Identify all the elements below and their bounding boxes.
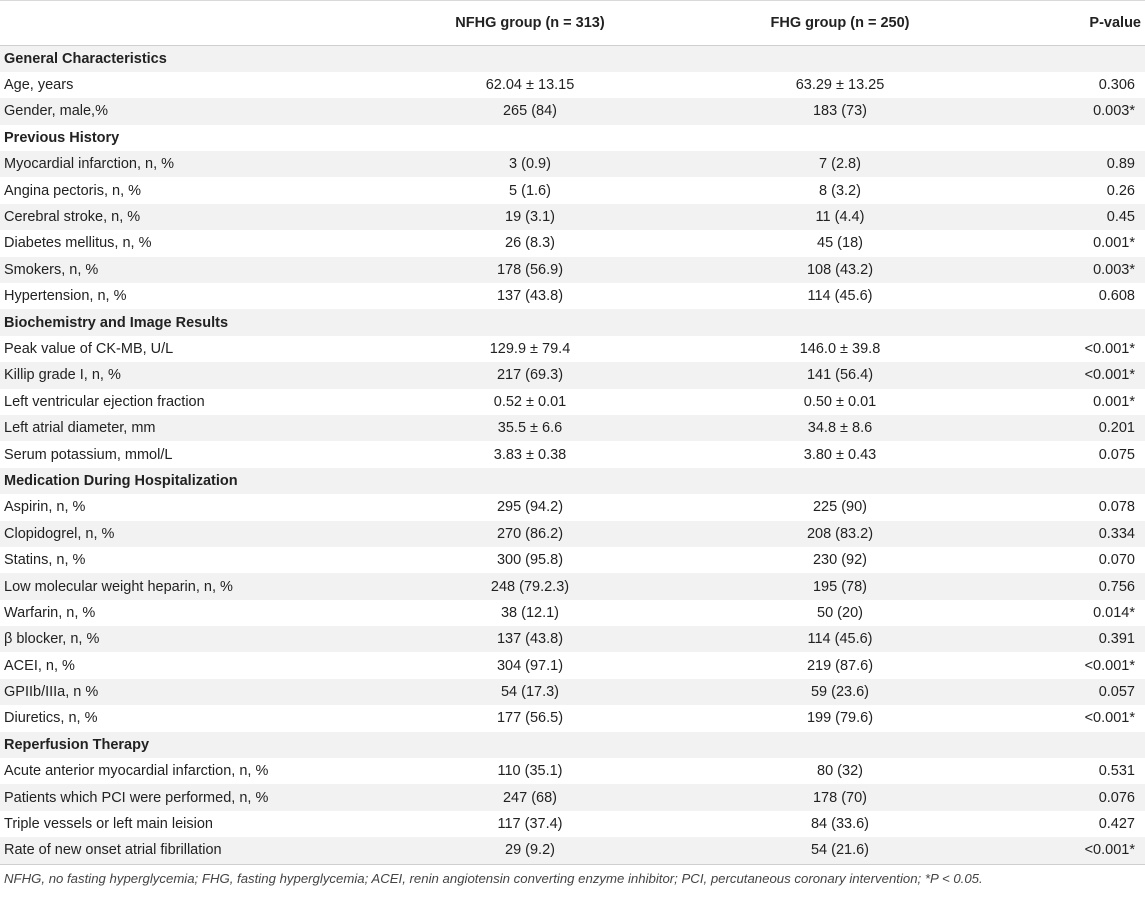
nfhg-value: 177 (56.5) <box>375 705 685 731</box>
table-row <box>0 784 1145 810</box>
nfhg-value: 304 (97.1) <box>375 652 685 678</box>
row-label: β blocker, n, % <box>0 626 375 652</box>
fhg-value <box>685 468 995 494</box>
row-label: Statins, n, % <box>0 547 375 573</box>
section-title: General Characteristics <box>0 46 375 72</box>
p-value: 0.306 <box>995 72 1145 98</box>
fhg-value: 45 (18) <box>685 230 995 256</box>
section-header-row <box>0 125 1145 151</box>
fhg-value: 225 (90) <box>685 494 995 520</box>
fhg-value: 7 (2.8) <box>685 151 995 177</box>
table-row <box>0 98 1145 124</box>
p-value: <0.001* <box>995 705 1145 731</box>
nfhg-value: 300 (95.8) <box>375 547 685 573</box>
row-label: Peak value of CK-MB, U/L <box>0 336 375 362</box>
p-value: 0.427 <box>995 811 1145 837</box>
p-value <box>995 46 1145 72</box>
fhg-value: 11 (4.4) <box>685 204 995 230</box>
table-header <box>0 1 1145 46</box>
p-value: 0.001* <box>995 389 1145 415</box>
p-value: 0.003* <box>995 98 1145 124</box>
row-label: Triple vessels or left main leision <box>0 811 375 837</box>
row-label: Acute anterior myocardial infarction, n, % <box>0 758 375 784</box>
header-p-value: P-value <box>995 1 1145 46</box>
nfhg-value: 5 (1.6) <box>375 177 685 203</box>
row-label: Serum potassium, mmol/L <box>0 441 375 467</box>
fhg-value: 195 (78) <box>685 573 995 599</box>
p-value: 0.001* <box>995 230 1145 256</box>
nfhg-value: 62.04 ± 13.15 <box>375 72 685 98</box>
p-value: 0.531 <box>995 758 1145 784</box>
p-value: 0.45 <box>995 204 1145 230</box>
table-row <box>0 151 1145 177</box>
p-value <box>995 468 1145 494</box>
table-row <box>0 389 1145 415</box>
fhg-value <box>685 46 995 72</box>
row-label: Clopidogrel, n, % <box>0 521 375 547</box>
row-label: Cerebral stroke, n, % <box>0 204 375 230</box>
nfhg-value: 265 (84) <box>375 98 685 124</box>
section-header-row <box>0 468 1145 494</box>
row-label: Angina pectoris, n, % <box>0 177 375 203</box>
row-label: GPIIb/IIIa, n % <box>0 679 375 705</box>
p-value: 0.756 <box>995 573 1145 599</box>
table-row <box>0 811 1145 837</box>
p-value: 0.334 <box>995 521 1145 547</box>
fhg-value: 3.80 ± 0.43 <box>685 441 995 467</box>
table-row <box>0 177 1145 203</box>
p-value: 0.075 <box>995 441 1145 467</box>
nfhg-value: 0.52 ± 0.01 <box>375 389 685 415</box>
nfhg-value: 217 (69.3) <box>375 362 685 388</box>
nfhg-value: 137 (43.8) <box>375 626 685 652</box>
p-value: <0.001* <box>995 362 1145 388</box>
table-row <box>0 652 1145 678</box>
table-row <box>0 494 1145 520</box>
table-row <box>0 600 1145 626</box>
table-row <box>0 283 1145 309</box>
nfhg-value <box>375 125 685 151</box>
p-value: 0.391 <box>995 626 1145 652</box>
nfhg-value: 29 (9.2) <box>375 837 685 863</box>
table-row <box>0 758 1145 784</box>
nfhg-value: 248 (79.2.3) <box>375 573 685 599</box>
p-value: 0.057 <box>995 679 1145 705</box>
fhg-value <box>685 309 995 335</box>
p-value: 0.26 <box>995 177 1145 203</box>
table-row <box>0 415 1145 441</box>
fhg-value: 8 (3.2) <box>685 177 995 203</box>
fhg-value: 50 (20) <box>685 600 995 626</box>
header-nfhg-group: NFHG group (n = 313) <box>375 1 685 46</box>
row-label: Diabetes mellitus, n, % <box>0 230 375 256</box>
header-label <box>0 1 375 46</box>
section-header-row <box>0 46 1145 72</box>
table-row <box>0 257 1145 283</box>
fhg-value: 84 (33.6) <box>685 811 995 837</box>
p-value: <0.001* <box>995 652 1145 678</box>
row-label: Rate of new onset atrial fibrillation <box>0 837 375 863</box>
header-row <box>0 1 1145 46</box>
table-row <box>0 204 1145 230</box>
row-label: Myocardial infarction, n, % <box>0 151 375 177</box>
fhg-value: 178 (70) <box>685 784 995 810</box>
fhg-value: 219 (87.6) <box>685 652 995 678</box>
p-value <box>995 125 1145 151</box>
nfhg-value: 129.9 ± 79.4 <box>375 336 685 362</box>
nfhg-value <box>375 46 685 72</box>
row-label: Smokers, n, % <box>0 257 375 283</box>
fhg-value: 230 (92) <box>685 547 995 573</box>
table-footnote: NFHG, no fasting hyperglycemia; FHG, fasting hyperglycemia; ACEI, renin angiotensin converting enzyme inhibitor; PCI, percutaneous coronary intervention; *P < 0.05. <box>0 864 1145 894</box>
fhg-value: 54 (21.6) <box>685 837 995 863</box>
table-row <box>0 705 1145 731</box>
row-label: Left ventricular ejection fraction <box>0 389 375 415</box>
fhg-value: 63.29 ± 13.25 <box>685 72 995 98</box>
p-value: <0.001* <box>995 837 1145 863</box>
section-title: Reperfusion Therapy <box>0 732 375 758</box>
fhg-value: 59 (23.6) <box>685 679 995 705</box>
table-row <box>0 362 1145 388</box>
p-value <box>995 309 1145 335</box>
row-label: Hypertension, n, % <box>0 283 375 309</box>
nfhg-value <box>375 468 685 494</box>
row-label: Left atrial diameter, mm <box>0 415 375 441</box>
nfhg-value: 110 (35.1) <box>375 758 685 784</box>
p-value: 0.076 <box>995 784 1145 810</box>
fhg-value <box>685 125 995 151</box>
fhg-value: 146.0 ± 39.8 <box>685 336 995 362</box>
fhg-value: 114 (45.6) <box>685 626 995 652</box>
table-row <box>0 679 1145 705</box>
section-header-row <box>0 732 1145 758</box>
fhg-value: 0.50 ± 0.01 <box>685 389 995 415</box>
fhg-value: 80 (32) <box>685 758 995 784</box>
nfhg-value: 178 (56.9) <box>375 257 685 283</box>
p-value <box>995 732 1145 758</box>
row-label: Diuretics, n, % <box>0 705 375 731</box>
p-value: 0.89 <box>995 151 1145 177</box>
p-value: 0.070 <box>995 547 1145 573</box>
row-label: Gender, male,% <box>0 98 375 124</box>
fhg-value: 141 (56.4) <box>685 362 995 388</box>
row-label: Low molecular weight heparin, n, % <box>0 573 375 599</box>
row-label: Patients which PCI were performed, n, % <box>0 784 375 810</box>
p-value: 0.014* <box>995 600 1145 626</box>
fhg-value <box>685 732 995 758</box>
nfhg-value: 19 (3.1) <box>375 204 685 230</box>
nfhg-value: 54 (17.3) <box>375 679 685 705</box>
fhg-value: 114 (45.6) <box>685 283 995 309</box>
nfhg-value: 247 (68) <box>375 784 685 810</box>
table-body <box>0 46 1145 864</box>
nfhg-value: 3.83 ± 0.38 <box>375 441 685 467</box>
nfhg-value <box>375 309 685 335</box>
nfhg-value <box>375 732 685 758</box>
table-row <box>0 573 1145 599</box>
header-fhg-group: FHG group (n = 250) <box>685 1 995 46</box>
row-label: Warfarin, n, % <box>0 600 375 626</box>
p-value: <0.001* <box>995 336 1145 362</box>
row-label: Age, years <box>0 72 375 98</box>
table-row <box>0 626 1145 652</box>
nfhg-value: 38 (12.1) <box>375 600 685 626</box>
table-row <box>0 336 1145 362</box>
p-value: 0.608 <box>995 283 1145 309</box>
p-value: 0.003* <box>995 257 1145 283</box>
nfhg-value: 137 (43.8) <box>375 283 685 309</box>
section-title: Medication During Hospitalization <box>0 468 375 494</box>
nfhg-value: 26 (8.3) <box>375 230 685 256</box>
section-title: Biochemistry and Image Results <box>0 309 375 335</box>
nfhg-value: 295 (94.2) <box>375 494 685 520</box>
table-row <box>0 521 1145 547</box>
nfhg-value: 35.5 ± 6.6 <box>375 415 685 441</box>
row-label: Killip grade I, n, % <box>0 362 375 388</box>
section-title: Previous History <box>0 125 375 151</box>
table-row <box>0 441 1145 467</box>
table-row <box>0 547 1145 573</box>
fhg-value: 208 (83.2) <box>685 521 995 547</box>
nfhg-value: 270 (86.2) <box>375 521 685 547</box>
table-row <box>0 72 1145 98</box>
p-value: 0.078 <box>995 494 1145 520</box>
table-row <box>0 837 1145 863</box>
nfhg-value: 3 (0.9) <box>375 151 685 177</box>
fhg-value: 108 (43.2) <box>685 257 995 283</box>
section-header-row <box>0 309 1145 335</box>
row-label: ACEI, n, % <box>0 652 375 678</box>
fhg-value: 34.8 ± 8.6 <box>685 415 995 441</box>
fhg-value: 183 (73) <box>685 98 995 124</box>
table-row <box>0 230 1145 256</box>
p-value: 0.201 <box>995 415 1145 441</box>
row-label: Aspirin, n, % <box>0 494 375 520</box>
nfhg-value: 117 (37.4) <box>375 811 685 837</box>
fhg-value: 199 (79.6) <box>685 705 995 731</box>
